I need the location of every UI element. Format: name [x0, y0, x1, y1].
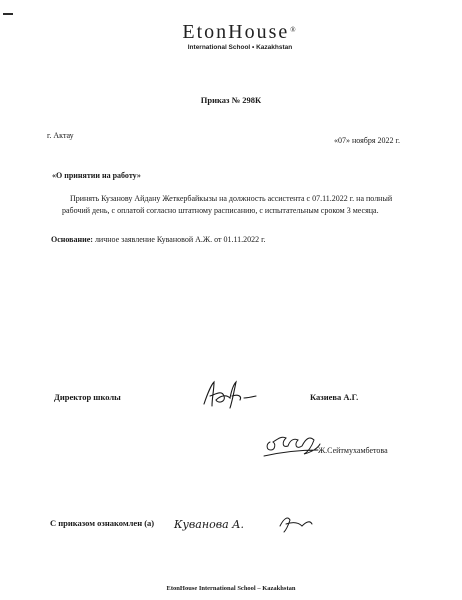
acknowledgement-handwriting-text: Куванова А.: [174, 518, 245, 531]
basis-text: личное заявление Кувановой А.Ж. от 01.11.2022 г.: [92, 235, 266, 244]
scan-corner-mark: [3, 13, 13, 15]
director-name: Казиева А.Г.: [310, 392, 359, 402]
order-date: «07» ноября 2022 г.: [334, 136, 400, 145]
footer-text: EtonHouse International School – Kazakhstan: [166, 585, 296, 592]
school-logo: [150, 20, 330, 51]
logo-registered-mark: ®: [290, 26, 298, 34]
logo-subtitle: International School • Kazakhstan: [187, 44, 293, 51]
order-title: Приказ № 298К: [200, 95, 262, 105]
second-signature: [262, 428, 322, 460]
second-signatory-name: Ж.Сейтмухамбетова: [318, 446, 388, 455]
order-city: г. Актау: [47, 131, 74, 140]
logo-name: EtonHouse®: [182, 21, 298, 43]
acknowledgement-handwriting: [172, 512, 322, 536]
order-basis: [51, 234, 266, 245]
order-body: Принять Кузанову Айдану Жеткербайкызы на должность ассистента с 07.11.2022 г. на полный рабочий день, с оплатой согласно штатному расписанию, с испытательным сроком 3 месяца.: [62, 194, 393, 215]
director-signature: [200, 378, 260, 410]
order-subject: «О принятии на работу»: [52, 171, 141, 180]
basis-label: Основание:: [51, 235, 93, 244]
acknowledgement-label: С приказом ознакомлен (а): [50, 518, 155, 528]
director-label: Директор школы: [54, 392, 121, 402]
